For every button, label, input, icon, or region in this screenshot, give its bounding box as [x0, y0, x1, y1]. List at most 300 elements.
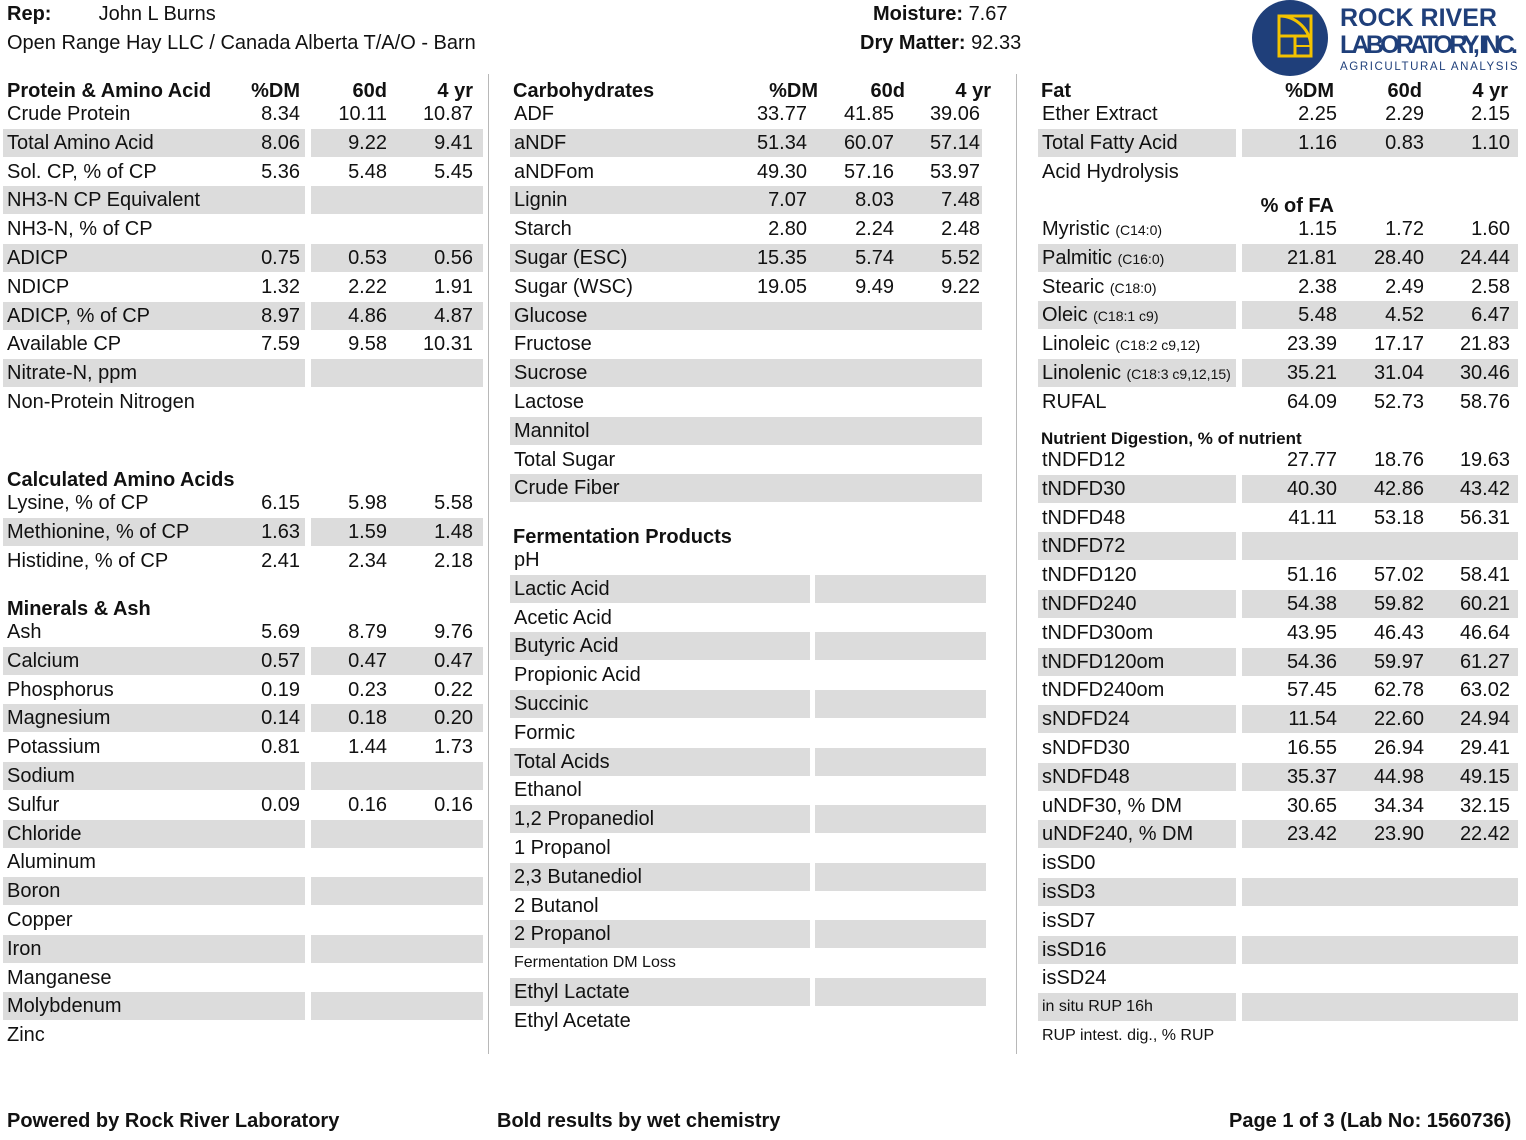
fat-section-title: Fat [1041, 80, 1071, 102]
mineral-row-sodium [3, 762, 481, 790]
value-yr4: 1.91 [434, 275, 473, 298]
value-yr4: 10.31 [422, 333, 473, 356]
value-d60: 59.82 [1373, 593, 1424, 615]
row-label: Aluminum [7, 851, 96, 874]
value-d60: 10.11 [338, 103, 387, 125]
protein-row-ndicp [3, 273, 481, 301]
ferment-row-ethanol [510, 776, 986, 804]
row-label: isSD0 [1042, 852, 1096, 875]
rock-river-logo [1252, 0, 1524, 76]
column-header-dm: %DM [251, 80, 300, 102]
value-dm: 64.09 [1286, 390, 1337, 413]
logo-mark-icon [1252, 0, 1524, 76]
value-dm: 5.36 [261, 160, 300, 183]
value-d60: 0.47 [348, 649, 387, 672]
row-label: Ethyl Acetate [514, 1009, 631, 1032]
digestion-row-sndfd30 [1038, 734, 1518, 762]
ferment-row-acetic-acid [510, 604, 986, 632]
rep-label: Rep: [7, 3, 52, 25]
amino-row-methionine-of-cp [3, 518, 481, 546]
value-dm: 43.95 [1286, 621, 1337, 644]
row-label: aNDF [514, 131, 567, 154]
amino-row-lysine-of-cp [3, 489, 481, 517]
value-yr4: 39.06 [929, 103, 980, 125]
digestion-row-tndfd240 [1038, 590, 1518, 618]
row-label: isSD3 [1042, 881, 1096, 903]
carb-row-starch [510, 215, 986, 243]
ferment-row-1-2-propanediol [510, 805, 986, 833]
row-label: Sulfur [7, 793, 60, 816]
value-yr4: 1.48 [434, 520, 473, 543]
value-d60: 4.86 [348, 304, 387, 327]
carb-row-andf [510, 129, 986, 157]
mineral-row-magnesium [3, 704, 481, 732]
protein-row-nitrate-n-ppm [3, 359, 481, 387]
row-shading [1242, 993, 1518, 1021]
logo-line2: LABORATORY, INC. [1340, 31, 1518, 59]
carbohydrates-section-title: Carbohydrates [513, 80, 655, 102]
row-label: Sucrose [514, 362, 588, 385]
column-header-dm: %DM [1285, 80, 1334, 102]
protein-row-sol-cp-of-cp [3, 158, 481, 186]
value-d60: 44.98 [1373, 765, 1424, 788]
value-yr4: 2.18 [434, 549, 473, 572]
value-dm: 2.25 [1298, 103, 1337, 125]
row-label: Magnesium [7, 707, 111, 730]
row-shading [311, 820, 483, 848]
value-yr4: 2.15 [1471, 103, 1510, 125]
value-dm: 49.30 [756, 160, 807, 183]
column-header-yr4: 4 yr [1472, 80, 1508, 102]
value-yr4: 29.41 [1459, 737, 1510, 759]
value-d60: 60.07 [843, 131, 894, 154]
value-d60: 28.40 [1373, 246, 1424, 269]
digestion-row-tndfd240om [1038, 676, 1518, 704]
value-yr4: 1.10 [1471, 131, 1510, 154]
row-label: ADICP [7, 247, 69, 269]
column-header-percent-fa: % of FA [1260, 195, 1334, 217]
row-label: Copper [7, 909, 73, 931]
moisture-label: Moisture: [873, 3, 963, 25]
value-yr4: 0.22 [434, 678, 473, 701]
carb-row-crude-fiber [510, 474, 986, 502]
value-d60: 17.17 [1373, 333, 1424, 356]
row-shading [815, 690, 986, 718]
digestion-row-undf30-dm [1038, 792, 1518, 820]
fatty-acid-row-linolenic [1038, 359, 1518, 387]
row-label: Total Sugar [514, 448, 616, 471]
fatty-acid-code: (C18:1 c9) [1093, 308, 1159, 325]
value-yr4: 58.76 [1459, 390, 1510, 413]
ferment-row-ethyl-lactate [510, 978, 986, 1006]
ferment-row-ph [510, 546, 986, 574]
carb-row-lactose [510, 388, 986, 416]
row-label: tNDFD120om [1042, 650, 1165, 673]
fermentation-section-title: Fermentation Products [513, 526, 732, 548]
footer-page-info: Page 1 of 3 (Lab No: 1560736) [1229, 1110, 1512, 1132]
value-yr4: 4.87 [434, 304, 473, 327]
ferment-row-lactic-acid [510, 575, 986, 603]
ferment-row-1-propanol [510, 834, 986, 862]
mineral-row-chloride [3, 820, 481, 848]
digestion-row-tndfd120om [1038, 648, 1518, 676]
carb-row-sucrose [510, 359, 986, 387]
value-d60: 1.59 [348, 520, 387, 543]
row-label: sNDFD24 [1042, 708, 1130, 731]
value-d60: 5.48 [348, 160, 387, 183]
row-label: Propionic Acid [514, 664, 641, 687]
value-d60: 2.49 [1385, 275, 1424, 298]
value-d60: 9.49 [855, 275, 894, 298]
row-shading [1242, 936, 1518, 964]
value-yr4: 58.41 [1459, 564, 1510, 587]
row-shading [815, 863, 986, 891]
row-label: Histidine, % of CP [7, 549, 169, 572]
row-label: tNDFD30om [1042, 621, 1154, 644]
value-dm: 19.05 [756, 275, 807, 298]
value-dm: 1.16 [1298, 131, 1337, 154]
value-yr4: 2.48 [941, 218, 980, 241]
row-label: 2,3 Butanediol [514, 865, 642, 888]
value-dm: 30.65 [1286, 794, 1337, 817]
value-yr4: 1.60 [1471, 218, 1510, 240]
value-d60: 0.16 [348, 793, 387, 816]
value-dm: 6.15 [261, 492, 300, 514]
mineral-row-sulfur [3, 791, 481, 819]
row-label: isSD16 [1042, 938, 1107, 961]
digestion-row-issd16 [1038, 936, 1518, 964]
row-shading [311, 762, 483, 790]
row-label: in situ RUP 16h [1042, 998, 1153, 1016]
fatty-acid-row-palmitic [1038, 244, 1518, 272]
value-yr4: 0.16 [434, 793, 473, 816]
value-d60: 5.74 [855, 247, 894, 269]
value-d60: 62.78 [1373, 679, 1424, 702]
row-label: Iron [7, 937, 42, 960]
row-shading [1242, 532, 1518, 560]
mineral-row-ash [3, 618, 481, 646]
value-yr4: 9.41 [434, 131, 473, 154]
value-d60: 9.22 [348, 131, 387, 154]
fatty-acid-row-rufal [1038, 388, 1518, 416]
value-yr4: 32.15 [1459, 794, 1510, 817]
ferment-row-2-3-butanediol [510, 863, 986, 891]
carb-row-sugar-wsc [510, 273, 986, 301]
value-d60: 57.02 [1373, 564, 1424, 587]
value-yr4: 1.73 [434, 736, 473, 759]
row-label: Ether Extract [1042, 103, 1158, 125]
value-dm: 21.81 [1286, 246, 1337, 269]
carb-row-total-sugar [510, 446, 986, 474]
digestion-row-sndfd24 [1038, 705, 1518, 733]
row-label: sNDFD30 [1042, 737, 1130, 759]
digestion-row-tndfd72 [1038, 532, 1518, 560]
value-dm: 57.45 [1286, 679, 1337, 702]
column-header-yr4: 4 yr [955, 80, 991, 102]
footer-powered-by: Powered by Rock River Laboratory [7, 1110, 340, 1132]
value-yr4: 61.27 [1459, 650, 1510, 673]
row-shading [815, 748, 986, 776]
column-header-d60: 60d [870, 80, 905, 102]
value-d60: 2.34 [348, 549, 387, 572]
value-dm: 0.81 [261, 736, 300, 759]
value-dm: 27.77 [1286, 449, 1337, 471]
value-d60: 2.24 [855, 218, 894, 241]
protein-row-crude-protein [3, 100, 481, 128]
ferment-row-fermentation-dm-loss [510, 949, 986, 977]
value-d60: 0.23 [348, 678, 387, 701]
row-label: 1 Propanol [514, 837, 611, 859]
value-yr4: 53.97 [929, 160, 980, 183]
digestion-row-issd0 [1038, 849, 1518, 877]
value-d60: 1.44 [348, 736, 387, 759]
row-label: Linoleic [1042, 333, 1110, 356]
dry-matter-line [860, 31, 1021, 55]
row-label: Lignin [514, 189, 568, 212]
value-yr4: 43.42 [1459, 477, 1510, 500]
protein-row-non-protein-nitrogen [3, 388, 481, 416]
row-label: Total Amino Acid [7, 131, 154, 154]
row-label: NDICP [7, 275, 70, 298]
ferment-row-formic [510, 719, 986, 747]
digestion-row-in-situ-rup-16h [1038, 993, 1518, 1021]
row-label: Boron [7, 880, 61, 903]
row-shading [815, 920, 986, 948]
mineral-row-iron [3, 935, 481, 963]
row-label: Sugar (WSC) [514, 275, 633, 298]
value-yr4: 5.58 [434, 492, 473, 514]
value-yr4: 57.14 [929, 131, 980, 154]
row-label: tNDFD72 [1042, 535, 1126, 558]
row-label: 2 Propanol [514, 923, 611, 946]
value-yr4: 22.42 [1459, 823, 1510, 846]
column-header-d60: 60d [352, 80, 387, 102]
value-yr4: 0.47 [434, 649, 473, 672]
carb-row-sugar-esc [510, 244, 986, 272]
ferment-row-ethyl-acetate [510, 1007, 986, 1035]
row-label: Non-Protein Nitrogen [7, 391, 195, 413]
value-yr4: 21.83 [1459, 333, 1510, 356]
value-yr4: 6.47 [1471, 304, 1510, 327]
value-dm: 8.06 [261, 131, 300, 154]
row-label: Phosphorus [7, 678, 114, 701]
value-dm: 35.37 [1286, 765, 1337, 788]
digestion-row-tndfd30 [1038, 475, 1518, 503]
row-label: aNDFom [514, 160, 595, 183]
amino-row-histidine-of-cp [3, 547, 481, 575]
value-dm: 7.59 [261, 333, 300, 356]
fatty-acid-row-oleic [1038, 301, 1518, 329]
column-header-d60: 60d [1387, 80, 1422, 102]
digestion-row-undf240-dm [1038, 820, 1518, 848]
row-label: sNDFD48 [1042, 765, 1130, 788]
protein-row-available-cp [3, 330, 481, 358]
digestion-row-sndfd48 [1038, 763, 1518, 791]
value-d60: 2.22 [348, 275, 387, 298]
fatty-acid-code: (C14:0) [1115, 222, 1163, 238]
mineral-row-aluminum [3, 848, 481, 876]
value-dm: 2.38 [1298, 275, 1337, 298]
digestion-section-title: Nutrient Digestion, % of nutrient [1041, 429, 1302, 448]
logo-line1: ROCK RIVER [1340, 4, 1497, 32]
row-label: Manganese [7, 966, 112, 989]
row-label: Total Fatty Acid [1042, 131, 1178, 154]
row-label: Ethyl Lactate [514, 981, 630, 1003]
row-label: Succinic [514, 693, 589, 715]
row-label: tNDFD240 [1042, 593, 1137, 615]
row-label: Chloride [7, 822, 82, 845]
row-label: NH3-N, % of CP [7, 218, 153, 241]
value-d60: 23.90 [1373, 823, 1424, 846]
value-dm: 51.34 [756, 131, 807, 154]
row-label: Glucose [514, 304, 588, 327]
ferment-row-2-propanol [510, 920, 986, 948]
row-label: Sugar (ESC) [514, 247, 628, 269]
row-label: Sodium [7, 765, 75, 787]
fatty-acid-code: (C18:0) [1109, 279, 1157, 296]
value-dm: 1.32 [261, 275, 300, 298]
value-yr4: 19.63 [1459, 449, 1510, 471]
row-label: Linolenic [1042, 362, 1121, 384]
row-label: Molybdenum [7, 995, 122, 1018]
value-yr4: 60.21 [1459, 593, 1510, 615]
fatty-acid-code: (C18:2 c9,12) [1115, 337, 1201, 354]
row-label: Oleic [1042, 304, 1088, 327]
value-dm: 1.63 [261, 520, 300, 543]
rep-name: John L Burns [98, 3, 216, 25]
value-dm: 7.07 [768, 189, 807, 212]
row-label: tNDFD120 [1042, 564, 1137, 587]
ferment-row-total-acids [510, 748, 986, 776]
value-d60: 26.94 [1373, 737, 1424, 759]
value-yr4: 5.52 [941, 247, 980, 269]
value-d60: 59.97 [1373, 650, 1424, 673]
value-d60: 4.52 [1385, 304, 1424, 327]
fat-row-total-fatty-acid [1038, 129, 1518, 157]
mineral-row-phosphorus [3, 676, 481, 704]
value-d60: 0.18 [348, 707, 387, 730]
moisture-value: 7.67 [968, 3, 1008, 25]
value-d60: 53.18 [1373, 506, 1424, 529]
value-yr4: 9.76 [434, 621, 473, 643]
value-dm: 0.09 [261, 793, 300, 816]
fat-row-acid-hydrolysis [1038, 158, 1518, 186]
digestion-row-tndfd120 [1038, 561, 1518, 589]
carb-row-adf [510, 100, 986, 128]
row-shading [815, 978, 986, 1006]
row-label: NH3-N CP Equivalent [7, 189, 201, 212]
fat-row-ether-extract [1038, 100, 1518, 128]
protein-row-total-amino-acid [3, 129, 481, 157]
carb-row-andfom [510, 158, 986, 186]
value-dm: 16.55 [1286, 737, 1337, 759]
row-label: Stearic [1042, 275, 1105, 298]
value-dm: 54.38 [1286, 593, 1337, 615]
row-label: Nitrate-N, ppm [7, 362, 138, 385]
carb-row-fructose [510, 330, 986, 358]
value-d60: 42.86 [1373, 477, 1424, 500]
value-d60: 0.53 [348, 247, 387, 269]
mineral-row-potassium [3, 733, 481, 761]
row-label: Starch [514, 218, 572, 241]
mineral-row-manganese [3, 964, 481, 992]
row-label: Acetic Acid [514, 606, 612, 629]
value-yr4: 0.56 [434, 247, 473, 269]
value-yr4: 49.15 [1459, 765, 1510, 788]
row-label: Potassium [7, 736, 101, 759]
row-label: Palmitic [1042, 246, 1113, 269]
row-label: Sol. CP, % of CP [7, 160, 157, 183]
digestion-row-tndfd48 [1038, 504, 1518, 532]
value-dm: 1.15 [1298, 218, 1337, 240]
value-d60: 41.85 [843, 103, 894, 125]
digestion-row-issd7 [1038, 907, 1518, 935]
row-shading [815, 575, 986, 603]
value-d60: 31.04 [1373, 362, 1424, 384]
amino-section-title: Calculated Amino Acids [7, 469, 235, 491]
value-dm: 5.48 [1298, 304, 1337, 327]
value-dm: 0.57 [261, 649, 300, 672]
value-d60: 0.83 [1385, 131, 1424, 154]
value-d60: 8.03 [855, 189, 894, 212]
row-label: isSD7 [1042, 909, 1096, 932]
row-label: tNDFD30 [1042, 477, 1126, 500]
value-dm: 2.80 [768, 218, 807, 241]
client-name: Open Range Hay LLC / Canada Alberta T/A/O - Barn [7, 32, 476, 54]
row-shading [311, 359, 483, 387]
value-dm: 0.75 [261, 247, 300, 269]
row-label: Lactic Acid [514, 577, 610, 600]
mineral-row-calcium [3, 647, 481, 675]
row-label: Ethanol [514, 779, 582, 802]
value-yr4: 0.20 [434, 707, 473, 730]
value-dm: 0.19 [261, 678, 300, 701]
digestion-row-rup-intest-dig-rup [1038, 1022, 1518, 1050]
fatty-acid-code: (C18:3 c9,12,15) [1126, 366, 1231, 382]
value-d60: 1.72 [1385, 218, 1424, 240]
protein-section-title: Protein & Amino Acid [7, 80, 212, 102]
row-label: RUFAL [1042, 390, 1107, 413]
row-label: Acid Hydrolysis [1042, 160, 1179, 183]
fatty-acid-code: (C16:0) [1117, 250, 1165, 267]
row-label: Zinc [7, 1024, 45, 1047]
row-label: 1,2 Propanediol [514, 808, 655, 831]
value-dm: 35.21 [1286, 362, 1337, 384]
row-label: Crude Protein [7, 103, 131, 125]
value-d60: 8.79 [348, 621, 387, 643]
row-label: Butyric Acid [514, 635, 619, 658]
value-dm: 5.69 [261, 621, 300, 643]
row-label: RUP intest. dig., % RUP [1042, 1027, 1215, 1044]
value-dm: 0.14 [261, 707, 300, 730]
ferment-row-butyric-acid [510, 632, 986, 660]
row-label: Lactose [514, 391, 585, 413]
row-label: Fermentation DM Loss [514, 954, 676, 972]
dry-matter-value: 92.33 [971, 32, 1022, 54]
row-shading [311, 992, 483, 1020]
row-label: Myristic [1042, 218, 1110, 240]
value-dm: 2.41 [261, 549, 300, 572]
row-label: Crude Fiber [514, 477, 620, 500]
row-label: tNDFD12 [1042, 449, 1126, 471]
mineral-row-boron [3, 877, 481, 905]
value-d60: 18.76 [1373, 449, 1424, 471]
value-dm: 11.54 [1288, 708, 1337, 731]
rep-line [7, 2, 216, 26]
row-label: Mannitol [514, 419, 590, 442]
digestion-row-issd3 [1038, 878, 1518, 906]
mineral-row-zinc [3, 1021, 481, 1049]
